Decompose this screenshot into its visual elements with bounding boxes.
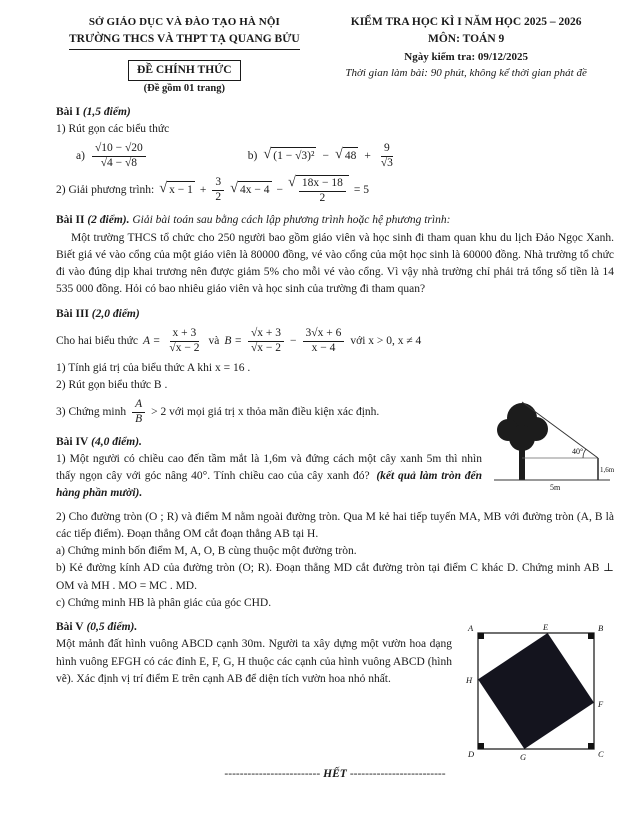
- bai5-points: (0,5 điểm).: [86, 621, 138, 634]
- school-name: TRƯỜNG THCS VÀ THPT TẠ QUANG BỬU: [69, 31, 300, 50]
- bai4-item1-note: (kết quả làm tròn đến hàng phần mười).: [56, 470, 483, 500]
- header-left: [56, 14, 313, 97]
- radicand-b2: 48: [343, 147, 359, 165]
- bai3-item3-post: > 2 với mọi giá trị x thỏa mãn điều kiện xác định.: [151, 405, 380, 418]
- fraction-a: [92, 142, 146, 171]
- fraction-B1: [248, 327, 284, 356]
- radicand-eq2: 4x − 4: [238, 181, 272, 199]
- bai4-item2: 2) Cho đường tròn (O ; R) và điểm M nằm ngoài đường tròn. Qua M kẻ hai tiếp tuyến MA, MB với đường tròn (A, B là các tiếp điểm). Đoạn thẳng OM cắt đoạn thẳng AB tại H.: [56, 510, 614, 540]
- vertex-label-G: G: [520, 752, 527, 763]
- operator-plus: +: [364, 149, 371, 162]
- bai1-expressions: [56, 142, 614, 171]
- operator-plus: +: [199, 183, 207, 196]
- tree-figure: [492, 394, 614, 494]
- bai2-instruction: Giải bài toán sau bằng cách lập phương trình hoặc hệ phương trình:: [132, 214, 451, 227]
- corner-mark: [478, 633, 484, 639]
- angle-label: 40°: [572, 447, 584, 457]
- fraction-AB-numerator: A: [132, 398, 145, 413]
- radicand-b1: (1 − √3)²: [271, 147, 316, 165]
- corner-mark: [478, 743, 484, 749]
- bai2-body: Một trường THCS tổ chức cho 250 người bao gồm giáo viên và học sinh đi tham quan khu du lịch Đảo Ngọc Xanh. Biết giá vé vào cổng của một giáo viên là 80000 đồng, vé vào cổng của một học sinh là 60000 đồng. Nhà trường tổ chức đi vào đúng dịp khai trương nên được giảm 5% cho mỗi vé vào cổng. Vì vậy nhà trường chỉ phải trả tổng số tiền là 14 535 000 đồng. Hỏi có bao nhiêu giáo viên và học sinh của trường đi tham quan?: [56, 231, 614, 296]
- sqrt-eq2: [230, 181, 271, 199]
- exam-type-wrap: [56, 50, 313, 81]
- exam-title: KIỂM TRA HỌC KÌ I NĂM HỌC 2025 – 2026: [350, 16, 582, 28]
- section-bai-1: [56, 104, 614, 206]
- bai3-item1: 1) Tính giá trị của biểu thức A khi x = 16 .: [56, 361, 251, 374]
- corner-mark: [588, 633, 594, 639]
- radical-sign-icon: √: [230, 180, 239, 197]
- exam-duration: Thời gian làm bài: 90 phút, không kể thời gian phát đề: [345, 67, 587, 79]
- end-dashes-right: -------------------------: [349, 768, 446, 781]
- bai3-title: Bài III: [56, 307, 89, 320]
- end-dashes-left: -------------------------: [224, 768, 321, 781]
- fraction-b-denominator: √3: [380, 157, 393, 170]
- bai1-title: Bài I: [56, 105, 80, 118]
- inner-square-EFGH: [478, 633, 594, 749]
- operator-minus: −: [322, 149, 329, 162]
- operator-minus: −: [290, 334, 297, 347]
- coefficient-denominator: 2: [215, 190, 222, 203]
- bai3-item3: [56, 398, 482, 427]
- bai4-title: Bài IV: [56, 435, 89, 448]
- corner-mark: [588, 743, 594, 749]
- radical-sign-icon: √: [334, 146, 343, 163]
- label-a: a): [76, 149, 85, 162]
- label-b: b): [247, 149, 258, 162]
- bai3-points: (2,0 điểm): [91, 307, 140, 320]
- bai5-title: Bài V: [56, 621, 84, 634]
- bai3-intro: Cho hai biểu thức: [56, 334, 138, 347]
- subject-line: MÔN: TOÁN 9: [428, 33, 505, 46]
- angle-arc: [583, 449, 586, 458]
- bai4-item2a: a) Chứng minh bốn điểm M, A, O, B cùng thuộc một đường tròn.: [56, 545, 357, 558]
- bai3-heading: [56, 306, 614, 323]
- section-bai-5: [56, 619, 614, 763]
- bai4-item1-text: 1) Một người có chiều cao đến tầm mắt là 1,6m và đứng cách một cây xanh 5m thì nhìn thấy ngọn cây với góc nâng 40°. Tính chiều cao của cây xanh đó?: [56, 452, 482, 483]
- bai2-heading: [56, 212, 614, 229]
- bai4-item2b: b) Kẻ đường kính AD của đường tròn (O; R). Đoạn thẳng MD cắt đường tròn tại điểm C khác D. Chứng minh AB ⊥ OM và MH . MO = MC . MD.: [56, 562, 614, 592]
- conjunction-and: và: [208, 334, 220, 347]
- bai4-item2c: c) Chứng minh HB là phân giác của góc CHD.: [56, 596, 272, 609]
- inner-fraction: [299, 177, 346, 206]
- fraction-A-over-B: [132, 398, 145, 427]
- bai1-heading: [56, 104, 614, 121]
- bai3-formulas: [56, 327, 614, 356]
- fraction-A: [166, 327, 202, 356]
- expr-b-lhs: B =: [224, 334, 242, 347]
- bai3-item3-pre: 3) Chứng minh: [56, 405, 127, 418]
- bai5-body: Một mảnh đất hình vuông ABCD cạnh 30m. Người ta xây dựng một vườn hoa dạng hình vuông EFGH có các đỉnh E, F, G, H thuộc các cạnh của hình vuông ABCD (hình vẽ). Xác định vị trí điểm E trên cạnh AB để diện tích vườn hoa nhỏ nhất.: [56, 638, 452, 685]
- fraction-a-denominator: √4 − √8: [100, 157, 138, 170]
- exam-date: Ngày kiểm tra: 09/12/2025: [404, 50, 528, 63]
- distance-label: 5m: [550, 483, 561, 493]
- fraction-b: [378, 142, 396, 171]
- vertex-label-C: C: [598, 749, 604, 760]
- end-label: HẾT: [323, 768, 347, 781]
- tree-trunk: [519, 446, 525, 480]
- operator-minus: −: [276, 183, 284, 196]
- end-line: [56, 766, 614, 783]
- vertex-label-B: B: [598, 623, 604, 634]
- coefficient-numerator: 3: [212, 176, 224, 191]
- fraction-B1-denominator: √x − 2: [250, 341, 282, 354]
- fraction-b-numerator: 9: [381, 142, 393, 157]
- bai4-points: (4,0 điểm).: [91, 435, 142, 448]
- radicand-eq1: x − 1: [167, 181, 195, 199]
- bai1-item1: 1) Rút gọn các biểu thức: [56, 123, 170, 135]
- vertex-label-D: D: [468, 749, 475, 760]
- section-bai-2: [56, 212, 614, 298]
- sqrt-b1: [263, 147, 316, 165]
- eye-height-label: 1,6m: [600, 466, 614, 475]
- header: [56, 14, 614, 97]
- bai3-item2: 2) Rút gọn biểu thức B .: [56, 378, 168, 391]
- expr-a-lhs: A =: [142, 334, 161, 347]
- vertex-label-A: A: [468, 623, 474, 634]
- expression-b: [248, 142, 397, 171]
- bai3-condition: với x > 0, x ≠ 4: [350, 334, 422, 347]
- fraction-A-denominator: √x − 2: [169, 341, 200, 354]
- sqrt-b2: [335, 147, 358, 165]
- header-right: [318, 14, 614, 82]
- coefficient-fraction: [212, 176, 224, 205]
- radicand-eq3: [296, 175, 349, 206]
- expression-a: [76, 142, 147, 171]
- vertex-label-H: H: [466, 675, 473, 686]
- bai1-equation: [56, 175, 614, 206]
- square-garden-figure: [464, 621, 614, 764]
- sqrt-eq1: [159, 181, 195, 199]
- equation-rhs: = 5: [353, 183, 370, 196]
- exam-type-box: ĐỀ CHÍNH THỨC: [128, 60, 241, 81]
- pages-note: (Đề gồm 01 trang): [143, 83, 226, 94]
- vertex-label-E: E: [543, 622, 549, 633]
- bai2-title: Bài II: [56, 214, 85, 227]
- fraction-A-numerator: x + 3: [170, 327, 200, 342]
- fraction-B1-numerator: √x + 3: [248, 327, 284, 342]
- bai2-points: (2 điểm).: [87, 214, 130, 227]
- fraction-B2: [303, 327, 345, 356]
- fraction-a-numerator: √10 − √20: [92, 142, 146, 157]
- bai1-points: (1,5 điểm): [82, 105, 131, 118]
- fraction-AB-denominator: B: [135, 412, 143, 425]
- radical-sign-icon: √: [159, 180, 168, 197]
- fraction-B2-denominator: x − 4: [311, 341, 336, 354]
- fraction-B2-numerator: 3√x + 6: [303, 327, 345, 342]
- radical-sign-icon: √: [263, 146, 272, 163]
- inner-fraction-denominator: 2: [319, 191, 326, 204]
- inner-fraction-numerator: 18x − 18: [299, 177, 346, 192]
- equation-label: 2) Giải phương trình:: [56, 183, 155, 196]
- sqrt-eq3: [288, 175, 349, 206]
- radical-sign-icon: √: [288, 173, 296, 190]
- vertex-label-F: F: [598, 699, 604, 710]
- school-name-line: [56, 31, 313, 50]
- department-name: SỞ GIÁO DỤC VÀ ĐÀO TẠO HÀ NỘI: [88, 16, 280, 28]
